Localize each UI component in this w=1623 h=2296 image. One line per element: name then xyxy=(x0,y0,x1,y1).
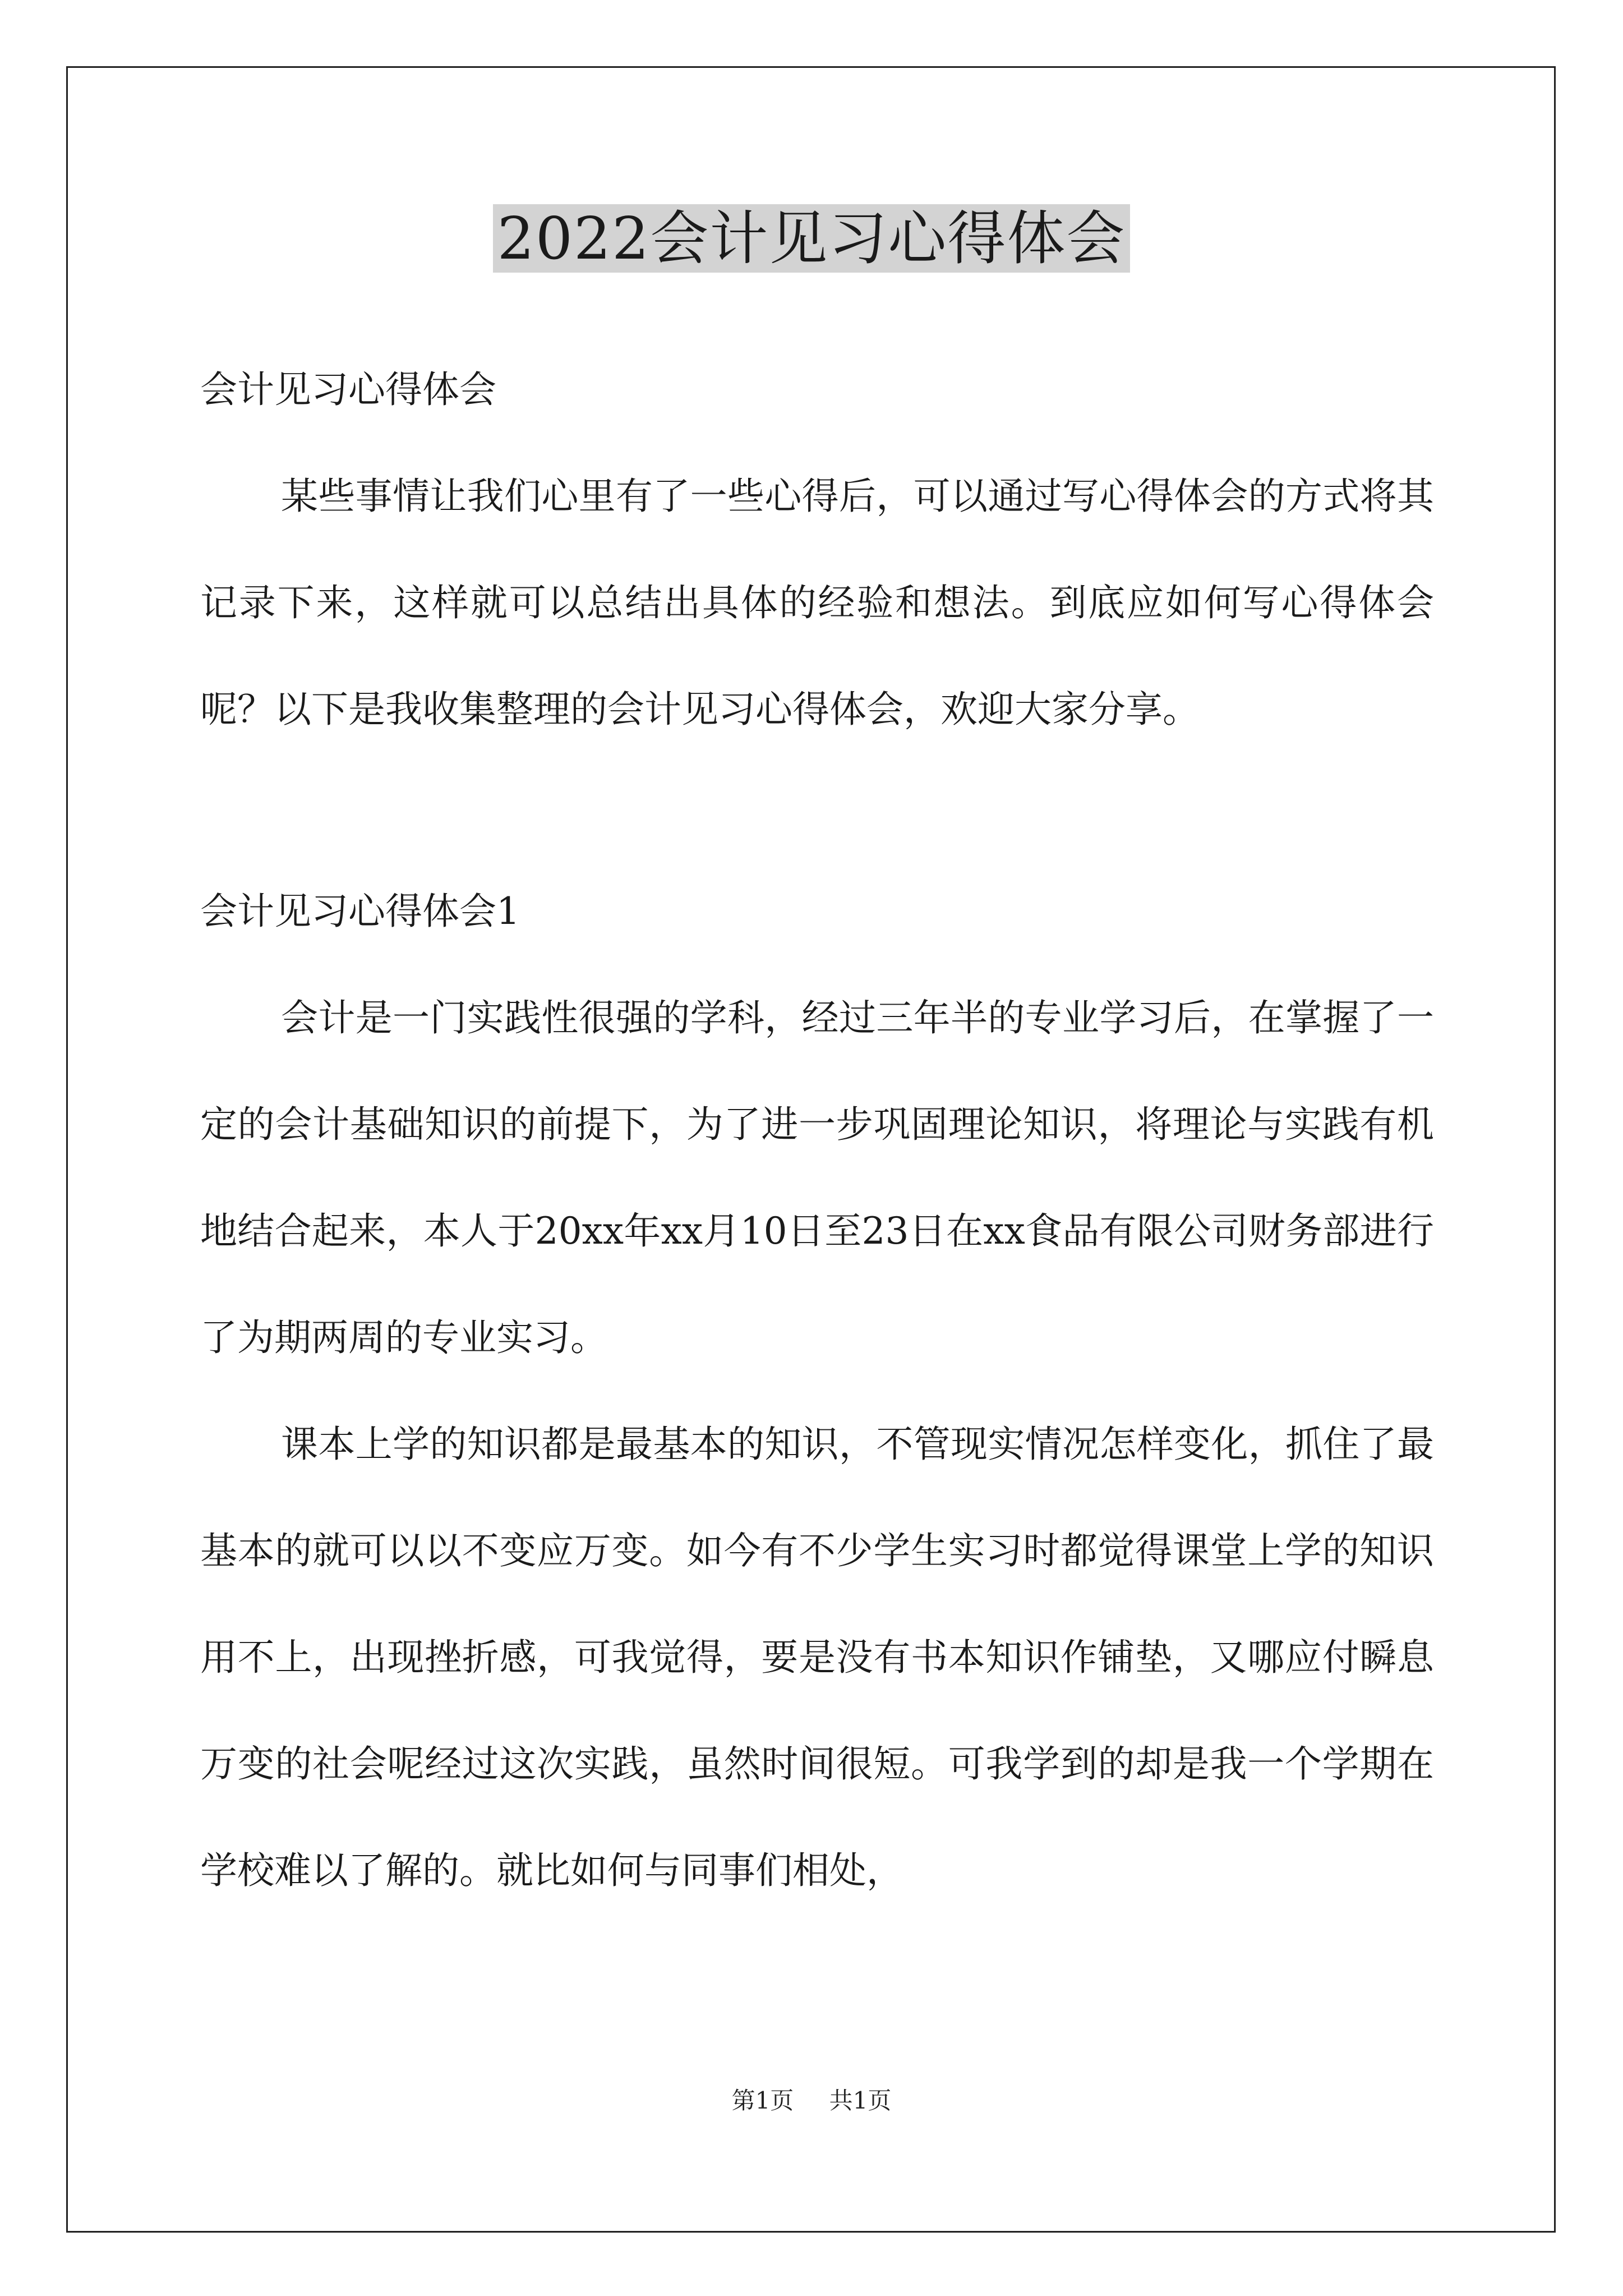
document-subtitle: 会计见习心得体会 xyxy=(200,368,496,411)
page-footer xyxy=(0,2084,1623,2118)
body-paragraph-1: 会计是一门实践性很强的学科，经过三年半的专业学习后，在掌握了一定的会计基础知识的前提下，为了进一步巩固理论知识，将理论与实践有机地结合起来，本人于20xx年xx月10日至23日在xx食品有限公司财务部进行了为期两周的专业实习。 xyxy=(200,996,1434,1359)
section-heading: 会计见习心得体会1 xyxy=(200,890,520,933)
document-title-text: 2022会计见习心得体会 xyxy=(493,204,1131,273)
document-body xyxy=(200,337,1434,1924)
intro-paragraph: 某些事情让我们心里有了一些心得后，可以通过写心得体会的方式将其记录下来，这样就可以总结出具体的经验和想法。到底应如何写心得体会呢？以下是我收集整理的会计见习心得体会，欢迎大家分享。 xyxy=(200,475,1434,731)
page-number: 第1页 xyxy=(731,2087,794,2114)
page-total: 共1页 xyxy=(829,2087,892,2114)
document-title xyxy=(0,196,1623,280)
section-spacer xyxy=(200,763,1434,858)
body-paragraph-2: 课本上学的知识都是最基本的知识，不管现实情况怎样变化，抓住了最基本的就可以以不变应万变。如今有不少学生实习时都觉得课堂上学的知识用不上，出现挫折感，可我觉得，要是没有书本知识作铺垫，又哪应付瞬息万变的社会呢经过这次实践，虽然时间很短。可我学到的却是我一个学期在学校难以了解的。就比如何与同事们相处， xyxy=(200,1423,1434,1892)
